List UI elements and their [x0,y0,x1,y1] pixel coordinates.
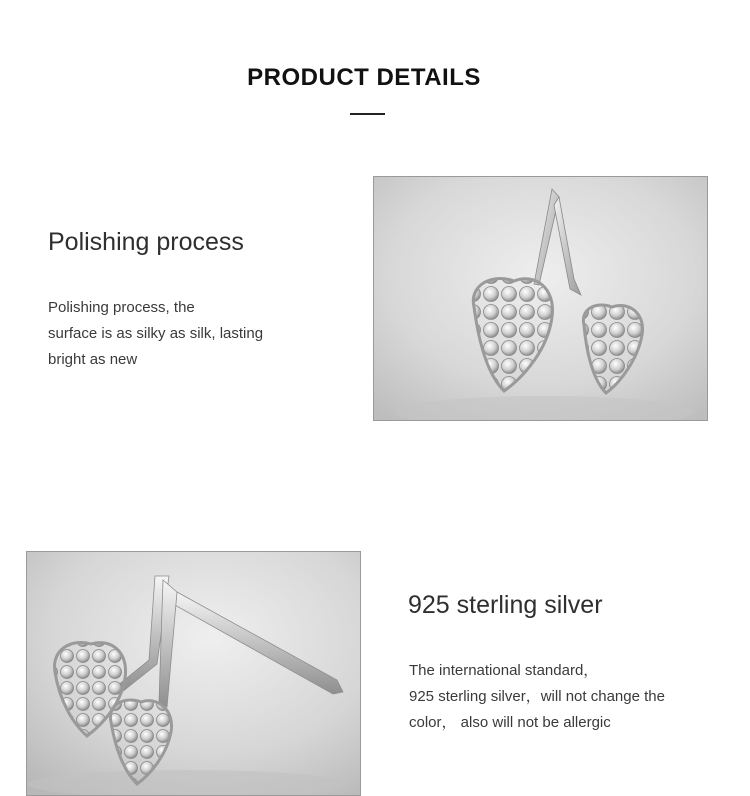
body-line: bright as new [48,351,138,368]
product-photo-side [26,551,361,796]
title-underline [350,113,385,115]
body-line: 925 sterling silver，will not change the [409,688,665,705]
body-line: The international standard， [409,662,599,679]
section-heading-polishing: Polishing process [48,228,244,256]
section-body-polishing [48,295,263,373]
body-line: Polishing process, the [48,299,195,316]
section-heading-silver: 925 sterling silver [408,591,603,619]
page-title: PRODUCT DETAILS [247,64,481,91]
cherry-earring-side-image [27,552,361,796]
cherry-earring-front-image [374,177,708,421]
product-photo-front [373,176,708,421]
body-line: color， also will not be allergic [409,714,611,731]
body-line: surface is as silky as silk, lasting [48,325,264,342]
section-body-silver [409,658,665,736]
